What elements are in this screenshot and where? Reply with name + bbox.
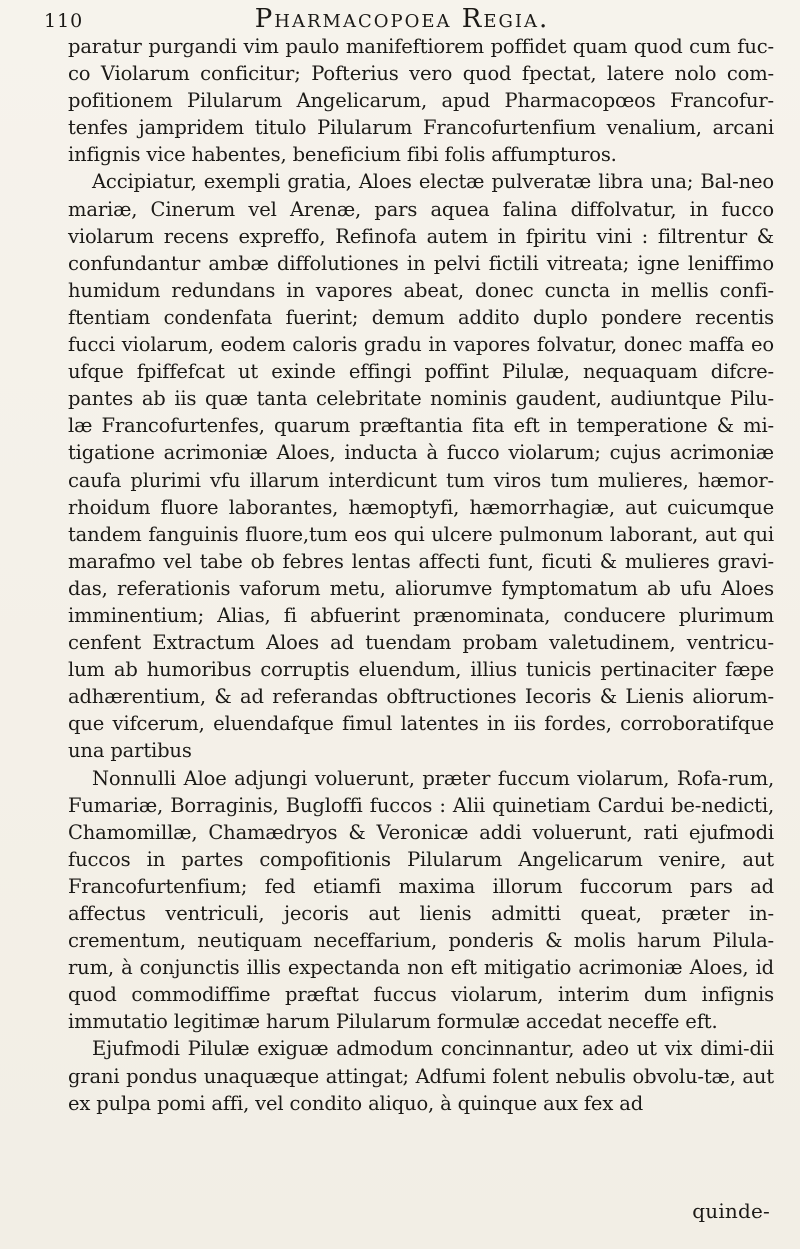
page-header (44, 4, 770, 36)
paragraph-1: paratur purgandi vim paulo manifeftiorem poffidet quam quod cum fuc-co Violarum conficitur; Pofterius vero quod fpectat, latere nolo com-pofitionem Pilularum Angelicarum, apud Pharmacopœos Francofur-tenfes jampridem titulo Pilularum Francofurtenfium venalium, arcani infignis vice habentes, beneficium fibi folis affumpturos. (68, 35, 774, 167)
page-number: 110 (44, 10, 84, 32)
paragraph-3: Nonnulli Aloe adjungi voluerunt, præter fuccum violarum, Rofa-rum, Fumariæ, Borraginis, Bugloffi fuccos : Alii quinetiam Cardui be-nedicti, Chamomillæ, Chamædryos & Veronicæ addi voluerunt, rati ejufmodi fuccos in partes compofitionis Pilularum Angelicarum venire, aut Francofurtenfium; fed etiamfi maxima illorum fuccorum pars ad affectus ventriculi, jecoris aut lienis admitti queat, præter in-crementum, neutiquam neceffarium, ponderis & molis harum Pilula-rum, à conjunctis illis expectanda non eft mitigatio acrimoniæ Aloes, id quod commodiffime præftat fuccus violarum, interim dum infignis immutatio legitimæ harum Pilularum formulæ accedat neceffe eft. (68, 766, 774, 1034)
paragraph-2: Accipiatur, exempli gratia, Aloes electæ pulveratæ libra una; Bal-neo mariæ, Cinerum vel Arenæ, pars aquea falina diffolvatur, in fucco violarum recens expreffo, Refinofa autem in fpiritu vini : filtrentur & confundantur ambæ diffolutiones in pelvi fictili vitreata; igne leniffimo humidum redundans in vapores abeat, donec cuncta in mellis confi-ftentiam condenfata fuerint; demum addito duplo pondere recentis fucci violarum, eodem caloris gradu in vapores folvatur, donec maffa eo ufque fpiffefcat ut exinde effingi poffint Pilulæ, nequaquam difcre-pantes ab iis quæ tanta celebritate nominis gaudent, audiuntque Pilu-læ Francofurtenfes, quarum præftantia fita eft in temperatione & mi-tigatione acrimoniæ Aloes, inducta à fucco violarum; cujus acrimoniæ caufa plurimi vfu illarum interdicunt tum viros tum mulieres, hæmor-rhoidum fluore laborantes, hæmoptyfi, hæmorrhagiæ, aut cuicumque tandem fanguinis fluore,tum eos qui ulcere pulmonum laborant, aut qui marafmo vel tabe ob febres lentas affecti funt, ficuti & mulieres gravi-das, referationis vaforum metu, aliorumve fymptomatum ab ufu Aloes imminentium; Alias, fi abfuerint prænominata, conducere plurimum cenfent Extractum Aloes ad tuendam probam valetudinem, ventricu-lum ab humoribus corruptis eluendum, illius tunicis pertinaciter fæpe adhærentium, & ad referandas obftructiones Iecoris & Lienis aliorum-que vifcerum, eluendafque fimul latentes in iis fordes, corroboratifque una partibus (68, 170, 774, 763)
paragraph-4: Ejufmodi Pilulæ exiguæ admodum concinnantur, adeo ut vix dimi-dii grani pondus unaquæque attingat; Adfumi folent nebulis obvolu-tæ, aut ex pulpa pomi affi, vel condito aliquo, à quinque aux fex ad (68, 1037, 774, 1115)
body-text (68, 33, 774, 1117)
running-head: Pharmacopoea Regia. (254, 4, 550, 34)
catchword: quinde- (692, 1199, 770, 1223)
